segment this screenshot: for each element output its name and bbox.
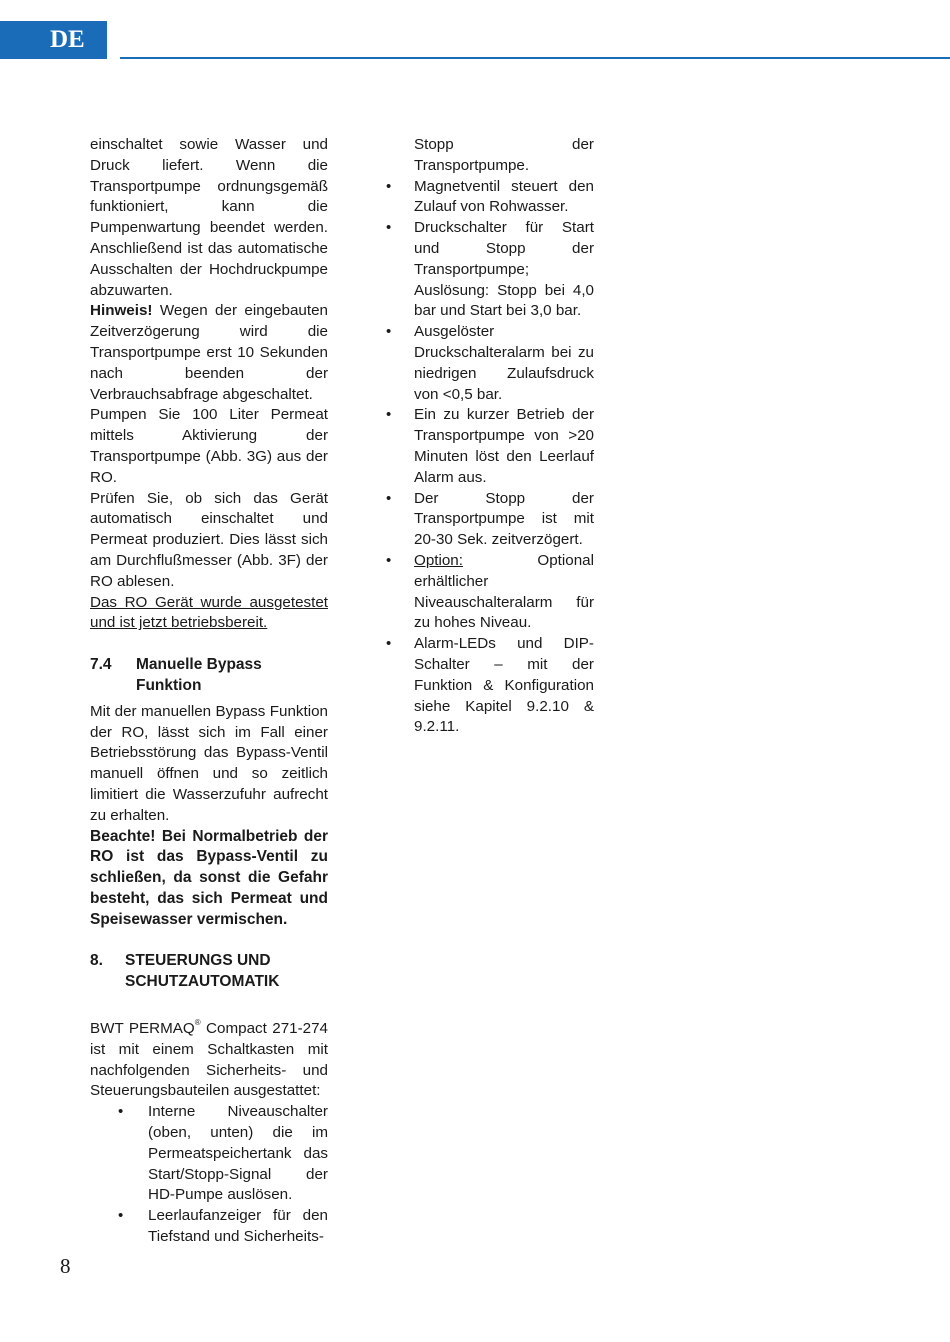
- bullet-icon: •: [386, 635, 392, 653]
- bullet-icon: •: [386, 219, 392, 237]
- right-column: [386, 135, 594, 738]
- list-item: • Druckschalter für Start und Stopp der Transportpumpe; Auslösung: Stopp bei 4,0 bar und Start bei 3,0 bar.: [386, 219, 594, 320]
- bullet-list: [90, 1102, 328, 1248]
- bullet-icon: •: [386, 177, 392, 195]
- paragraph: einschaltet sowie Wasser und Druck liefert. Wenn die Transportpumpe ordnungsgemäß funktioniert, kann die Pumpenwartung beendet werden. Anschließend ist das automatische Ausschalten der Hochdruckpumpe abzuwarten.: [90, 136, 328, 299]
- section-number: 8.: [90, 952, 103, 970]
- product-name: BWT PERMAQ: [90, 1020, 195, 1038]
- page-number: 8: [60, 1254, 71, 1278]
- section-heading-8: [90, 951, 328, 993]
- header-rule: [120, 57, 950, 59]
- bullet-icon: •: [386, 489, 392, 507]
- left-column: [90, 135, 328, 1248]
- list-item: • Ausgelöster Druckschalteralarm bei zu niedrigen Zulaufsdruck von <0,5 bar.: [386, 323, 594, 403]
- list-item: • Option: Optional erhältlicher Niveauschalteralarm für zu hohes Niveau.: [386, 551, 594, 632]
- list-item: • Leerlaufanzeiger für den Tiefstand und Sicherheits-: [118, 1207, 328, 1246]
- hinweis-label: Hinweis!: [90, 302, 153, 320]
- language-tab: DE: [0, 21, 107, 59]
- option-label: Option:: [414, 551, 463, 569]
- paragraph: Pumpen Sie 100 Liter Permeat mittels Aktivierung der Transportpumpe (Abb. 3G) aus der RO.: [90, 406, 328, 486]
- list-item: • Ein zu kurzer Betrieb der Transportpumpe von >20 Minuten löst den Leerlauf Alarm aus.: [386, 406, 594, 486]
- beachte-warning: Beachte! Bei Normalbetrieb der RO ist das Bypass-Ventil zu schließen, da sonst die Gefahr besteht, das sich Permeat und Speisewasser vermischen.: [90, 827, 328, 928]
- paragraph-text: Compact 271-274 ist mit einem Schaltkasten mit nachfolgenden Sicherheits- und Steuerungsbauteilen ausgestattet:: [90, 1020, 328, 1100]
- paragraph: [90, 1019, 328, 1102]
- bullet-list: [386, 177, 594, 739]
- bullet-icon: •: [118, 1207, 124, 1225]
- paragraph: Prüfen Sie, ob sich das Gerät automatisch einschaltet und Permeat produziert. Dies lässt sich am Durchflußmesser (Abb. 3F) der RO ablesen.: [90, 489, 328, 590]
- list-item: • Interne Niveauschalter (oben, unten) die im Permeatspeichertank das Start/Stopp-Signal der HD-Pumpe auslösen.: [118, 1103, 328, 1204]
- hinweis-text: Wegen der eingebauten Zeitverzögerung wird die Transportpumpe erst 10 Sekunden nach beenden der Verbrauchsabfrage abgeschaltet.: [90, 302, 328, 403]
- bullet-icon: •: [118, 1103, 124, 1121]
- section-heading-7-4: [90, 655, 328, 697]
- section-title: Manuelle Bypass Funktion: [136, 656, 262, 694]
- bullet-icon: •: [386, 323, 392, 341]
- registered-mark: ®: [194, 1018, 201, 1028]
- paragraph: Mit der manuellen Bypass Funktion der RO, lässt sich im Fall einer Betriebsstörung das Bypass-Ventil manuell öffnen und so zeitlich limitiert die Wasserzufuhr aufrecht zu erhalten.: [90, 702, 328, 824]
- list-item: • Der Stopp der Transportpumpe ist mit 20-30 Sek. zeitverzögert.: [386, 489, 594, 549]
- hinweis-paragraph: [90, 301, 328, 405]
- list-item: • Magnetventil steuert den Zulauf von Rohwasser.: [386, 177, 594, 216]
- section-number: 7.4: [90, 656, 112, 674]
- bullet-icon: •: [386, 406, 392, 424]
- bullet-icon: •: [386, 551, 392, 569]
- section-title: STEUERUNGS UND SCHUTZAUTOMATIK: [125, 952, 280, 991]
- continued-text: Stopp der Transportpumpe.: [414, 136, 594, 174]
- ready-note: Das RO Gerät wurde ausgetestet und ist jetzt betriebsbereit.: [90, 593, 328, 632]
- list-item: • Alarm-LEDs und DIP-Schalter – mit der Funktion & Konfiguration siehe Kapitel 9.2.10 & 9.2.11.: [386, 635, 594, 736]
